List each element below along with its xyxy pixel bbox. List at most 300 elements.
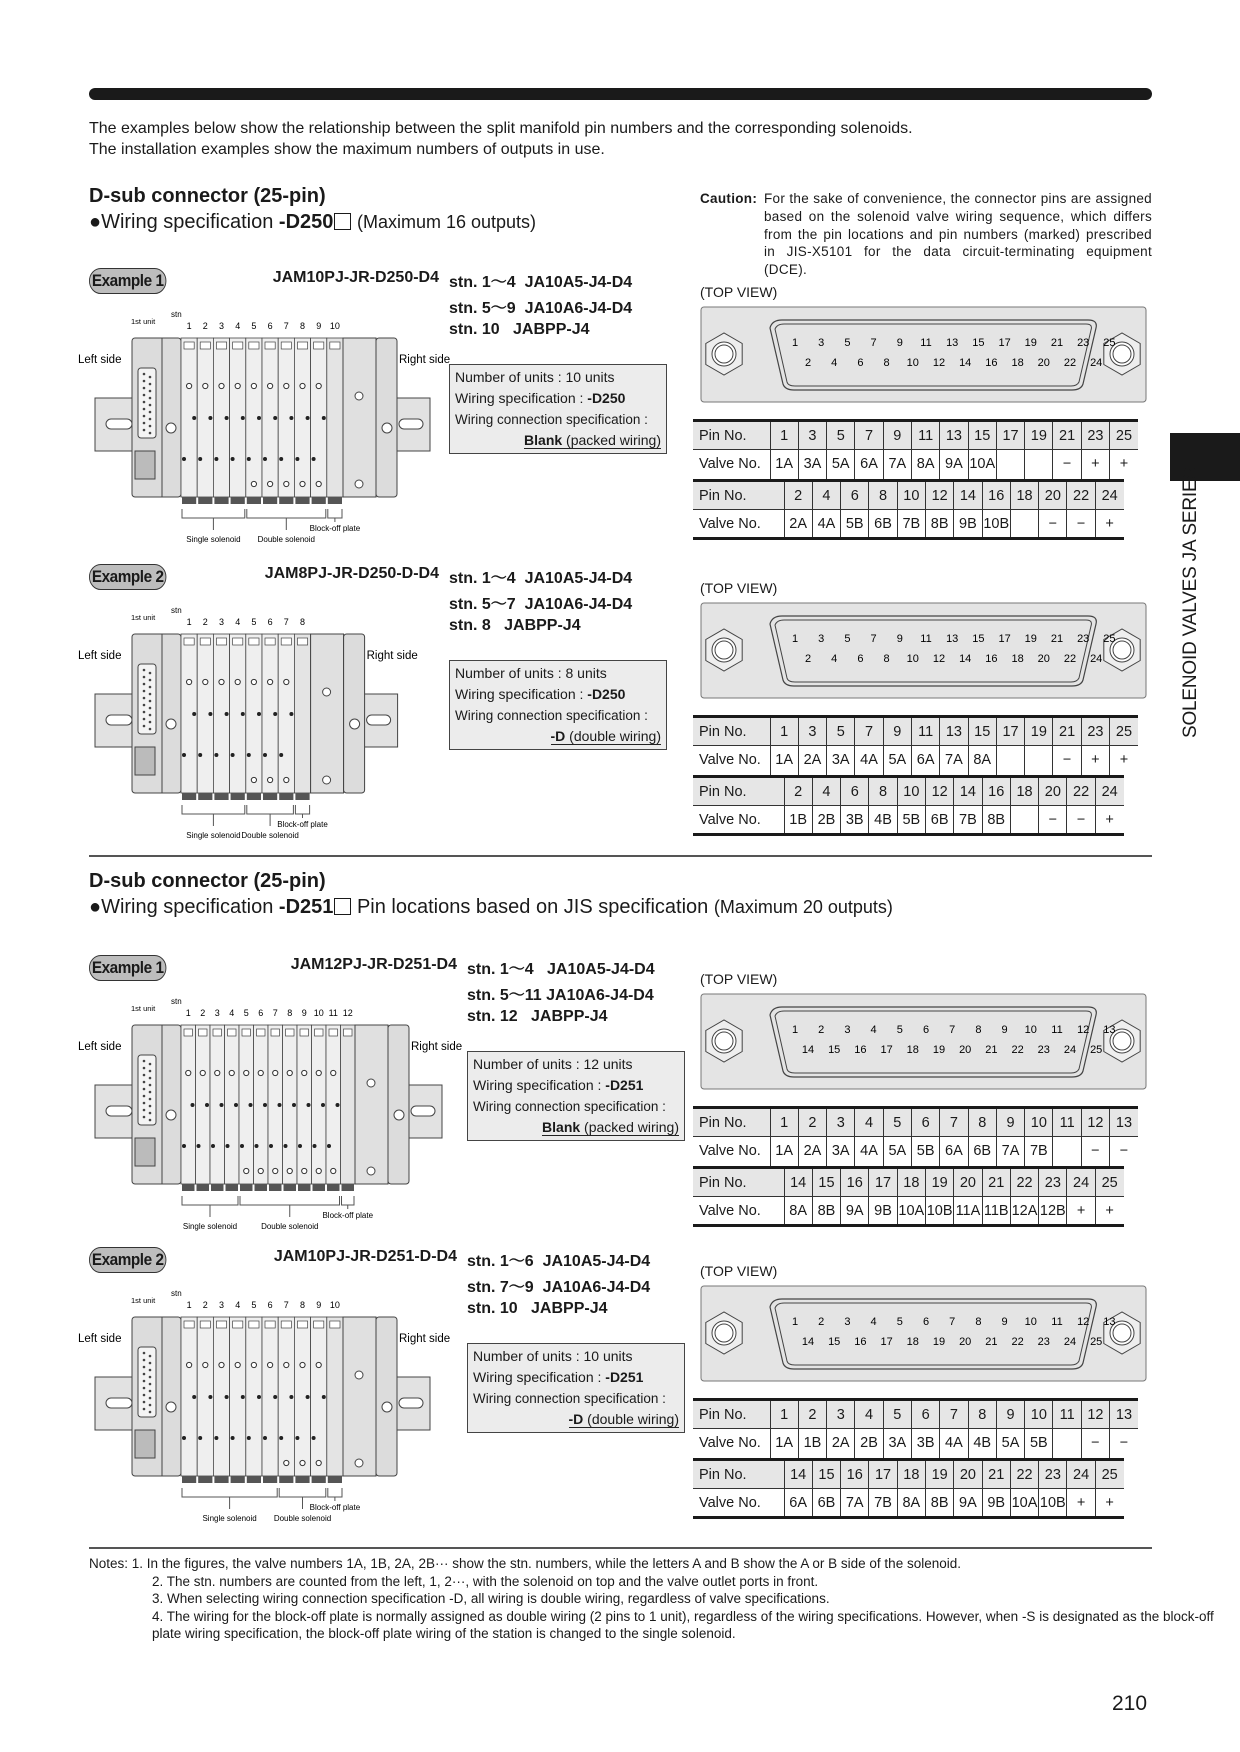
pin-cell: 5 [883, 1400, 911, 1429]
pin-cell: 14 [784, 1460, 812, 1489]
units-count: Number of units : 8 units [455, 665, 607, 681]
pin-number: 25 [1103, 633, 1116, 645]
left-side-label: Left side [78, 650, 122, 662]
first-unit-label: 1st unit [131, 1296, 156, 1305]
pin-number: 13 [1103, 1316, 1116, 1328]
pin-cell: 6 [911, 1108, 939, 1137]
screw-icon [382, 1402, 392, 1412]
valve-cell: 6A [855, 450, 883, 479]
station-assignment: stn. 12 JABPP-J4 [467, 1008, 608, 1025]
valve-cell: 8A [897, 1489, 925, 1518]
right-end-plate [388, 1025, 409, 1184]
pin-number: 20 [959, 1044, 972, 1056]
pin-no-label: Pin No. [693, 421, 770, 450]
pin-cell: 8 [968, 1400, 996, 1429]
valve-cell: 6A [911, 746, 939, 775]
rail-slot [106, 419, 132, 429]
pin-number: 18 [906, 1044, 919, 1056]
fitting [231, 497, 245, 504]
pin-number: 18 [1011, 653, 1024, 665]
valve-cell: + [1067, 1197, 1095, 1226]
pin-number: 7 [870, 337, 877, 349]
model-number: JAM10PJ-JR-D250-D4 [272, 269, 439, 286]
pin-cell: 14 [784, 1168, 812, 1197]
pin-number: 23 [1077, 337, 1090, 349]
pin-number: 12 [932, 653, 946, 665]
example-badge: Example 1 [89, 268, 166, 294]
valve-cell [1053, 1137, 1081, 1166]
valve-cell: + [1095, 1197, 1123, 1226]
placeholder-box-icon [334, 898, 351, 915]
valve-cell: + [1095, 1489, 1123, 1518]
connection-spec-desc: (double wiring) [583, 1411, 679, 1427]
pin-number: 5 [844, 337, 851, 349]
station-number: 7 [283, 321, 289, 331]
pin-cell: 20 [954, 1460, 982, 1489]
screw-icon [323, 776, 331, 784]
first-unit-label: 1st unit [131, 1004, 156, 1013]
pin-cell: 16 [982, 777, 1010, 806]
fitting [312, 497, 326, 504]
screw-icon [287, 1168, 292, 1173]
station-number: 7 [272, 1008, 278, 1018]
manifold-diagram [70, 1285, 490, 1535]
valve-cell: 8A [784, 1197, 812, 1226]
pin-cell: 24 [1095, 481, 1123, 510]
station-number: 4 [229, 1008, 235, 1018]
connection-spec-desc: (double wiring) [565, 728, 661, 744]
pin-cell: 9 [996, 1400, 1024, 1429]
pin-number: 25 [1090, 1044, 1103, 1056]
pin-cell: 8 [869, 777, 897, 806]
pin-number: 20 [959, 1336, 972, 1348]
pin-number: 21 [985, 1336, 998, 1348]
fitting [198, 497, 212, 504]
pin-cell: 13 [940, 421, 968, 450]
valve-cell: 6B [869, 510, 897, 539]
station-number: 2 [202, 1300, 208, 1310]
right-side-label: Right side [366, 650, 418, 662]
valve-cell: 10A [968, 450, 996, 479]
station-number: 7 [283, 1300, 289, 1310]
pin-number: 16 [985, 653, 998, 665]
dsub-connector-icon [138, 664, 156, 734]
wiring-spec [473, 1367, 679, 1388]
fitting [226, 1184, 239, 1191]
pin-cell: 23 [1081, 421, 1109, 450]
screw-icon [284, 383, 289, 388]
max-outputs: (Maximum 20 outputs) [713, 897, 893, 917]
valve-no-label: Valve No. [699, 1435, 761, 1452]
pin-number: 11 [920, 337, 932, 349]
note-item: 3. When selecting wiring connection specification -D, all wiring is double wiring, regardless of valve specifications. [152, 1591, 830, 1606]
max-outputs: (Maximum 16 outputs) [356, 212, 537, 232]
valve-cell: 7B [897, 510, 925, 539]
top-view-label: (TOP VIEW) [700, 1263, 778, 1279]
screw-icon [284, 1460, 289, 1465]
valve-no-label: Valve No. [699, 811, 761, 828]
pin-assignment-table [693, 715, 1138, 775]
intro-line-2: The installation examples show the maximum numbers of outputs in use. [89, 141, 605, 158]
pin-cell: 11 [911, 421, 939, 450]
valve-cell: 5A [996, 1429, 1024, 1458]
valve-cell: − [1081, 1429, 1109, 1458]
valve-cell: 2A [827, 1429, 855, 1458]
example-4 [0, 1247, 1240, 1527]
screw-icon [251, 777, 256, 782]
valve-cell: 4A [855, 1137, 883, 1166]
fitting [198, 1476, 212, 1483]
pin-number: 24 [1090, 357, 1103, 369]
valve-cell: + [1095, 806, 1123, 835]
station-number: 10 [329, 321, 340, 331]
fitting [197, 1184, 210, 1191]
pin-cell: 25 [1110, 717, 1138, 746]
pin-cell: 3 [827, 1108, 855, 1137]
station-number: 5 [251, 1300, 257, 1310]
pin-number: 4 [831, 653, 838, 665]
station-assignment: stn. 10 JABPP-J4 [449, 321, 590, 338]
valve-cell: 3B [841, 806, 869, 835]
model-number: JAM12PJ-JR-D251-D4 [290, 956, 457, 973]
pin-cell: 19 [925, 1168, 953, 1197]
pin-number: 22 [1063, 357, 1077, 369]
screw-icon [251, 679, 256, 684]
valve-cell: 9A [940, 450, 968, 479]
pin-assignment-table [693, 1106, 1138, 1166]
screw-icon [251, 481, 256, 486]
valve-cell: 6A [940, 1137, 968, 1166]
pin-cell: 13 [1110, 1400, 1138, 1429]
pin-no-label: Pin No. [693, 717, 770, 746]
pin-cell: 11 [1053, 1108, 1081, 1137]
fitting [255, 1184, 268, 1191]
screw-icon [187, 1362, 192, 1367]
screw-icon [284, 679, 289, 684]
screw-icon [166, 1110, 176, 1120]
pin-cell: 12 [1081, 1400, 1109, 1429]
fitting [263, 793, 277, 800]
caution-label: Caution: [700, 191, 758, 206]
pin-cell: 3 [798, 717, 826, 746]
screw-icon [284, 1362, 289, 1367]
fitting [231, 1476, 245, 1483]
screw-icon [244, 1168, 249, 1173]
pin-cell: 19 [1025, 717, 1053, 746]
valve-cell: 7A [996, 1137, 1024, 1166]
pin-number: 9 [896, 337, 903, 349]
pin-row [693, 1108, 1138, 1137]
valve-cell: − [1110, 1137, 1138, 1166]
placeholder-box-icon [334, 213, 351, 230]
right-side-label: Right side [411, 1041, 463, 1053]
valve-no-label: Valve No. [699, 752, 761, 769]
station-number: 2 [202, 321, 208, 331]
wiring-spec-label: Wiring specification : [473, 1077, 606, 1093]
valve-row [693, 1137, 1138, 1166]
pin-number: 2 [804, 653, 812, 665]
fitting [295, 1476, 309, 1483]
valve-cell: 7A [940, 746, 968, 775]
screw-icon [355, 480, 363, 488]
pin-cell: 2 [798, 1108, 826, 1137]
valve-cell [996, 450, 1024, 479]
pin-row [693, 421, 1138, 450]
fitting [279, 1476, 293, 1483]
pin-cell: 6 [911, 1400, 939, 1429]
power-terminal-icon [135, 747, 155, 775]
pin-row [693, 1400, 1138, 1429]
pin-number: 4 [870, 1316, 877, 1328]
valve-cell [996, 746, 1024, 775]
valve-cell: 12A [1010, 1197, 1038, 1226]
connector-plate [701, 994, 1146, 1089]
pin-cell: 4 [812, 481, 840, 510]
screw-icon [382, 423, 392, 433]
station-number: 3 [218, 617, 225, 627]
fitting [327, 1184, 340, 1191]
screw-icon [244, 1070, 249, 1075]
station-number: 8 [299, 617, 306, 627]
valve-cell: − [1081, 1137, 1109, 1166]
pin-number: 5 [896, 1024, 903, 1036]
right-side-label: Right side [399, 1333, 451, 1345]
valve-cell: 4A [940, 1429, 968, 1458]
valve-cell: 6B [812, 1489, 840, 1518]
pin-number: 14 [801, 1336, 815, 1348]
pin-cell: 24 [1067, 1460, 1095, 1489]
pin-number: 21 [985, 1044, 998, 1056]
fitting [279, 497, 293, 504]
pin-cell: 11 [911, 717, 939, 746]
valve-cell: 10B [982, 510, 1010, 539]
double-solenoid-label: Double solenoid [257, 535, 315, 544]
pin-row [693, 1460, 1124, 1489]
valve-cell: 9B [982, 1489, 1010, 1518]
screw-icon [166, 719, 176, 729]
valve-no-label: Valve No. [699, 1494, 761, 1511]
station-assignment: stn. 8 JABPP-J4 [449, 617, 581, 634]
pin-cell: 1 [770, 1400, 798, 1429]
rail-slot [106, 1106, 132, 1116]
rail-slot [106, 715, 132, 725]
pin-cell: 16 [841, 1168, 869, 1197]
pin-number: 6 [857, 357, 864, 369]
station-number: 4 [235, 1300, 241, 1310]
pin-cell: 17 [869, 1168, 897, 1197]
single-solenoid-label: Single solenoid [182, 1222, 238, 1231]
screw-icon [235, 1362, 240, 1367]
connector-plate [701, 307, 1146, 402]
screw-icon [203, 1362, 208, 1367]
valve-row [693, 746, 1138, 775]
screw-icon [235, 383, 240, 388]
screw-icon [331, 1168, 336, 1173]
fitting [298, 1184, 311, 1191]
valve-cell: 4B [869, 806, 897, 835]
pin-cell: 1 [770, 421, 798, 450]
pin-number: 13 [946, 633, 959, 645]
pin-number: 13 [1103, 1024, 1116, 1036]
screw-icon [316, 481, 321, 486]
pin-number: 7 [949, 1316, 956, 1328]
pin-number: 19 [1024, 633, 1037, 645]
pin-number: 7 [870, 633, 877, 645]
pin-cell: 5 [883, 1108, 911, 1137]
connection-spec-label: Wiring connection specification : [455, 708, 648, 723]
model-number: JAM10PJ-JR-D251-D-D4 [273, 1248, 457, 1265]
wiring-spec-label: Wiring specification : [473, 1369, 606, 1385]
valve-cell: − [1067, 510, 1095, 539]
pin-number: 6 [922, 1024, 930, 1036]
pin-cell: 11 [1053, 1400, 1081, 1429]
screw-icon [367, 1079, 375, 1087]
rail-slot [411, 1106, 435, 1116]
pin-number: 11 [1051, 1024, 1063, 1036]
pin-cell: 20 [1039, 481, 1067, 510]
valve-cell: 8B [925, 510, 953, 539]
pin-number: 20 [1037, 653, 1050, 665]
valve-cell: 9A [841, 1197, 869, 1226]
valve-cell: 3A [827, 1137, 855, 1166]
station-assignment: stn. 10 JABPP-J4 [467, 1300, 608, 1317]
pin-cell: 10 [1025, 1108, 1053, 1137]
example-badge: Example 2 [89, 1247, 166, 1273]
pin-cell: 15 [968, 717, 996, 746]
header-rule [89, 88, 1152, 100]
fitting [312, 1476, 326, 1483]
pin-cell: 2 [784, 777, 812, 806]
screw-icon [203, 383, 208, 388]
pin-cell: 1 [770, 717, 798, 746]
model-number: JAM8PJ-JR-D250-D-D4 [264, 565, 439, 582]
valve-cell: + [1110, 746, 1138, 775]
valve-cell: 9A [954, 1489, 982, 1518]
pin-cell: 21 [1053, 717, 1081, 746]
subtitle-extra: Pin locations based on JIS specification [351, 896, 714, 918]
valve-cell [1010, 806, 1038, 835]
pin-assignment-table [693, 775, 1124, 836]
pin-cell: 14 [954, 481, 982, 510]
valve-cell: 8A [911, 450, 939, 479]
pin-number: 18 [906, 1336, 919, 1348]
pin-number: 8 [975, 1024, 982, 1036]
valve-cell: 11A [954, 1197, 982, 1226]
fitting [240, 1184, 253, 1191]
dsub-top-view [700, 1285, 1147, 1382]
pin-cell: 4 [855, 1400, 883, 1429]
connection-spec-code: Blank [524, 432, 563, 448]
pin-assignment-table [693, 419, 1138, 479]
station-number: 9 [301, 1008, 307, 1018]
pin-no-label: Pin No. [693, 1168, 784, 1197]
pin-assignment-table [693, 1458, 1124, 1519]
units-count: Number of units : 10 units [455, 369, 615, 385]
station-number: 1 [185, 1008, 191, 1018]
top-view-label: (TOP VIEW) [700, 971, 778, 987]
screw-icon [300, 1362, 305, 1367]
fitting [313, 1184, 326, 1191]
wiring-code: -D251 [278, 896, 334, 918]
valve-cell: 5A [883, 1137, 911, 1166]
screw-icon [394, 1110, 404, 1120]
station-number: 3 [218, 1300, 225, 1310]
pin-number: 8 [883, 357, 890, 369]
pin-number: 5 [844, 633, 851, 645]
fitting [328, 497, 342, 504]
valve-cell: 1B [798, 1429, 826, 1458]
pin-number: 11 [1051, 1316, 1063, 1328]
stn-label: stn [171, 310, 182, 319]
pin-cell: 8 [869, 481, 897, 510]
valve-row [693, 1429, 1138, 1458]
connector-plate [701, 1286, 1146, 1381]
screw-icon [166, 423, 176, 433]
pin-cell: 9 [996, 1108, 1024, 1137]
station-assignment: stn. 5～11 JA10A6-J4-D4 [467, 987, 654, 1004]
pin-cell: 21 [1053, 421, 1081, 450]
station-number: 11 [328, 1008, 338, 1018]
pin-cell: 20 [954, 1168, 982, 1197]
valve-cell: 5A [883, 746, 911, 775]
valve-cell: 7B [954, 806, 982, 835]
pin-cell: 3 [827, 1400, 855, 1429]
pin-cell: 22 [1067, 777, 1095, 806]
pin-cell: 1 [770, 1108, 798, 1137]
single-solenoid-label: Single solenoid [186, 831, 241, 840]
valve-cell: 7A [883, 450, 911, 479]
notes-label: Notes: [89, 1556, 132, 1571]
pin-number: 17 [998, 337, 1011, 349]
manifold-diagram [70, 993, 490, 1243]
double-solenoid-label: Double solenoid [241, 831, 299, 840]
valve-no-label: Valve No. [699, 456, 761, 473]
pin-no-label: Pin No. [693, 1400, 770, 1429]
fitting [295, 793, 309, 800]
fitting [182, 793, 196, 800]
pin-cell: 7 [940, 1400, 968, 1429]
block-off-plate [294, 634, 310, 793]
pin-cell: 19 [925, 1460, 953, 1489]
connection-spec [473, 1117, 679, 1138]
screw-icon [316, 1168, 321, 1173]
valve-cell: 10A [1010, 1489, 1038, 1518]
valve-cell: 8B [982, 806, 1010, 835]
screw-icon [355, 1459, 363, 1467]
power-terminal-icon [135, 451, 155, 479]
pin-number: 12 [932, 357, 946, 369]
rail-slot [106, 1398, 132, 1408]
pin-cell: 22 [1010, 1168, 1038, 1197]
screw-icon [284, 481, 289, 486]
power-terminal-icon [135, 1430, 155, 1458]
fitting [342, 1184, 355, 1191]
pin-number: 2 [804, 357, 812, 369]
pin-number: 5 [896, 1316, 903, 1328]
pin-number: 24 [1063, 1044, 1077, 1056]
wiring-spec-code: -D251 [605, 1369, 644, 1385]
station-number: 8 [299, 321, 306, 331]
stn-label: stn [171, 997, 182, 1006]
wiring-spec-code: -D251 [605, 1077, 644, 1093]
example-badge: Example 1 [89, 955, 166, 981]
subtitle-text: ●Wiring specification [89, 211, 279, 233]
pin-row [693, 717, 1138, 746]
pin-cell: 17 [869, 1460, 897, 1489]
pin-cell: 10 [897, 481, 925, 510]
pin-number: 25 [1090, 1336, 1103, 1348]
valve-cell: 5A [827, 450, 855, 479]
